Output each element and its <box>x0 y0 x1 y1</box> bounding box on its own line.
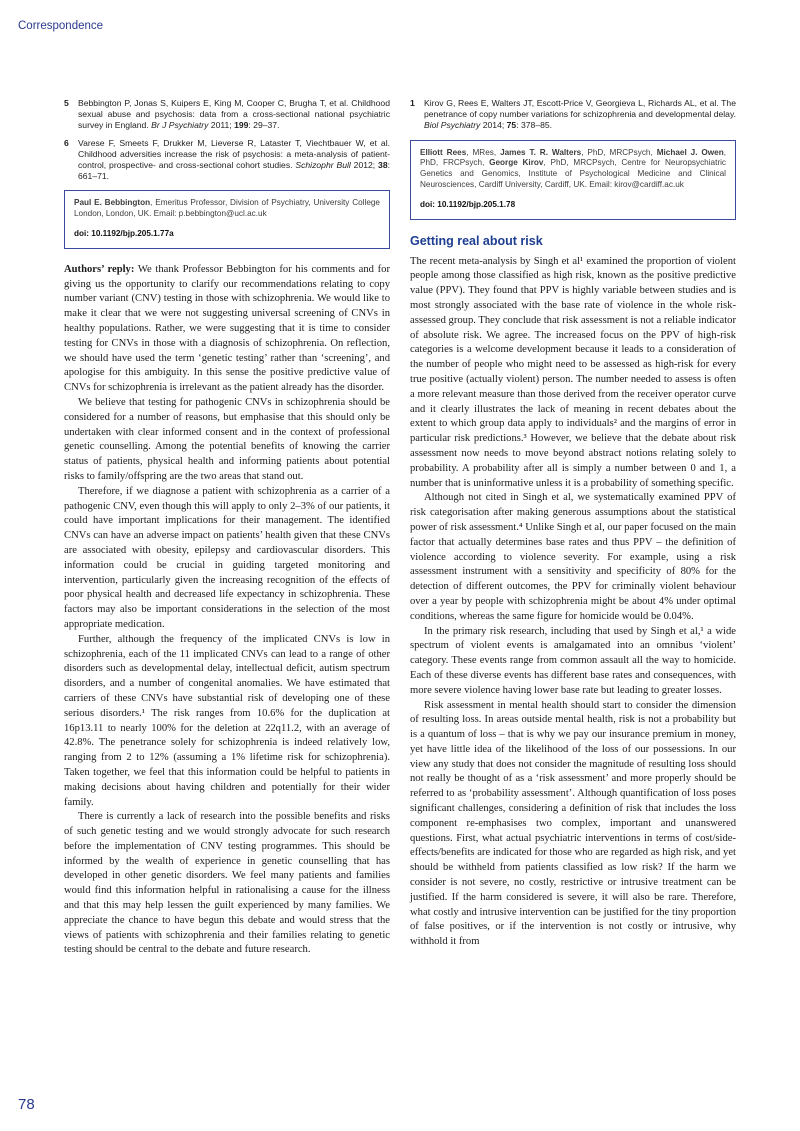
reference-item <box>410 98 736 132</box>
article-body <box>410 255 736 950</box>
paragraph: Although not cited in Singh et al, we systematically examined PPV of risk categorisation after making generous assumptions about the statistical power of risk assessment.⁴ Unlike Singh et al, our paper focused on the main factor that actually determines base rates and thus PPV – the definition of violence according to violence severity. For example, using a risk assessment instrument with a sensitivity and specificity of 80% for the detection of different outcomes, the PPV for criminally violent behaviour over a year by people with schizophrenia might be about 4% under optimal conditions, whereas the same figure for homicide would be 0.04%. <box>410 492 736 622</box>
paragraph: Risk assessment in mental health should start to consider the dimension of resulting loss. In areas outside mental health, risk is not a probability but is a quantum of loss – that is why we pay our insurance premium in money, yet have little idea of the likelihood of the loss of our possessions. In our view any study that does not consider the magnitude of resulting loss should not really be thought of as a ‘risk assessment’ and more properly should be referred to as ‘probability assessment’. Although quantification of loss poses significant challenges, considering a definition of risk that includes the loss component re-emphasises two complex, important and unanswered questions. First, what actual psychiatric interventions in terms of cost/side-effects/benefits are indicated for those who are regarded as high risk, and yet should be withheld from patients classified as low risk? If the harm we consider is not severe, no costly, restrictive or intrusive treatment can be justified. If the harm considered is severe, it will also be rare. Therefore, what costly and intrusive intervention can be justified for the tiny proportion of false positives, or if the intervention is not costly or intrusive, why withhold it from <box>410 699 736 948</box>
doi-line: doi: 10.1192/bjp.205.1.77a <box>74 229 174 239</box>
reference-item <box>64 98 390 132</box>
reference-text: Bebbington P, Jonas S, Kuipers E, King M, Cooper C, Brugha T, et al. Childhood sexual abuse and psychosis: data from a cross-sectional national psychiatric survey in England. Br J Psychiatry 2011; 199: 29–37. <box>78 98 390 131</box>
content-columns <box>64 98 736 958</box>
right-column <box>410 98 736 958</box>
reference-list-left <box>64 98 390 182</box>
reference-number: 5 <box>64 98 69 108</box>
author-box-right <box>410 140 736 220</box>
reference-number: 1 <box>410 98 415 108</box>
doi-line: doi: 10.1192/bjp.205.1.78 <box>420 199 516 209</box>
paragraph: There is currently a lack of research into the possible benefits and risks of such genetic testing and we would strongly advocate for such research before the implementation of CNV testing programmes. This should be informed by the wealth of experience in genetic counselling that has developed in other genetic disorders. We feel many patients and families would find this information helpful in rationalising a cause for the illness and that this may help lessen the guilt experienced by many families. We appreciate the chance to have begun this debate and would stress that the views of patients with schizophrenia and their families relating to genetic testing should be central to the debate and future research. <box>64 811 390 956</box>
reference-text: Kirov G, Rees E, Walters JT, Escott-Price V, Georgieva L, Richards AL, et al. The penetrance of copy number variations for schizophrenia and developmental delay. Biol Psychiatry 2014; 75: 378–85. <box>424 98 736 131</box>
authors-reply <box>64 263 390 958</box>
reply-lead: Authors’ reply: <box>64 263 135 275</box>
paragraph: Therefore, if we diagnose a patient with schizophrenia as a carrier of a pathogenic CNV, even though this will apply to only 2–3% of our patients, it could have important implications for their management. The identified CNVs can have an adverse impact on patients’ health given that these CNVs are associated with obesity, epilepsy and cardiovascular disorders. This information could be crucial in guiding targeted monitoring and intervention, particularly given the increasing recognition of the effects of poor physical health and decreased life expectancy in schizophrenia. These factors may also be important considerations in the selection of the most appropriate medication. <box>64 485 390 630</box>
reference-text: Varese F, Smeets F, Drukker M, Lieverse R, Lataster T, Viechtbauer W, et al. Childhood adversities increase the risk of psychosis: a meta-analysis of patient-control, prospective- and cross-sectional cohort studies. Schizophr Bull 2012; 38: 661–71. <box>78 137 390 182</box>
author-box-left <box>64 190 390 248</box>
author-info: Paul E. Bebbington, Emeritus Professor, Division of Psychiatry, University College London, London, UK. Email: p.bebbington@ucl.ac.uk <box>74 198 380 219</box>
paragraph: Further, although the frequency of the implicated CNVs is low in schizophrenia, each of the 11 implicated CNVs can lead to a range of other disorders such as developmental delay, intellectual deficit, autism spectrum disorders, and a number of congenital anomalies. We have estimated that carriers of these CNVs have substantial risk of developing one of these serious disorders.¹ The risk ranges from 10.6% for the duplication at 16p13.11 to nearly 100% for the deletion at 22q11.2, with an average of 42.8%. The penetrance solely for schizophrenia is indeed relatively low, ranging from 2 to 12% (assuming a 1% lifetime risk for schizophrenia). Taken together, we feel that this information could be helpful to patients in making decisions about having children and potentially for their wider family. <box>64 633 390 808</box>
paragraph <box>64 263 390 396</box>
section-label: Correspondence <box>18 20 104 32</box>
paragraph: We believe that testing for pathogenic CNVs in schizophrenia should be considered for a number of reasons, but emphasise that this should only be undertaken with clear informed consent and in the context of professional genetic counselling. Among the potential benefits of knowing the carrier status of patients, physical health and informing patients about potential risks to family/offspring are the two areas that stand out. <box>64 396 390 482</box>
left-column <box>64 98 390 958</box>
reference-number: 6 <box>64 137 69 148</box>
paragraph: In the primary risk research, including that used by Singh et al,¹ a wide spectrum of violent events is amalgamated into an omnibus ‘violent’ category. These events range from common assault all the way to homicide. Each of these diverse events has different base rates and consequences, with more severe violence having lower base rate but leading to greater losses. <box>410 625 736 696</box>
reference-list-right <box>410 98 736 132</box>
article-title: Getting real about risk <box>410 233 543 248</box>
page-number: 78 <box>18 1096 35 1113</box>
author-info: Elliott Rees, MRes, James T. R. Walters, PhD, MRCPsych, Michael J. Owen, PhD, FRCPsych, George Kirov, PhD, MRCPsych, Centre for Neuropsychiatric Genetics and Genomics, Institute of Psychological Medicine and Clinical Neurosciences, Cardiff University, Cardiff, UK. Email: kirov@cardiff.ac.uk <box>420 147 726 189</box>
reference-item <box>64 138 390 183</box>
paragraph: The recent meta-analysis by Singh et al¹ examined the proportion of violent people among those classified as high risk, known as the positive predictive value (PPV). They found that PPV is highly variable between studies and is most strongly associated with the base rate of violence in the whole risk-assessed group. They conclude that risk assessment is not a reliable indicator of absolute risk. We agree. The increased focus on the PPV of high-risk categories is a welcome development because it leads to a consideration of the number of people who might need to be assessed as high-risk for every true positive (actually violent) person. The number needed to assess is often a more relevant measure than those derived from the receiver operator curve and it clearly illustrates the lack of meaning in recent debates about the extent to which group data apply to individuals² and the margins of error in particular risk predictions.³ However, we believe that the debate about risk assessment now needs to move beyond abstract notions relating solely to probability. A probability after all is simply a number between 0 and 1, a number that is uninformative unless it is a probability of something specific. <box>410 255 736 489</box>
paragraph-text: We thank Professor Bebbington for his comments and for giving us the opportunity to clarify our recommendations relating to copy number variant (CNV) testing in those with schizophrenia. We would like to make it clear that we were not suggesting universal screening of CNVs in healthy populations. Rather, we were suggesting that it is time to consider testing for CNVs in those with a diagnosis of schizophrenia. On reflection, we should have used the term ‘genetic testing’ rather than ‘screening’, and apologise for this ambiguity. In this sense the positive predictive value of CNVs for schizophrenia is irrelevant as the patient already has the disorder. <box>64 263 390 394</box>
